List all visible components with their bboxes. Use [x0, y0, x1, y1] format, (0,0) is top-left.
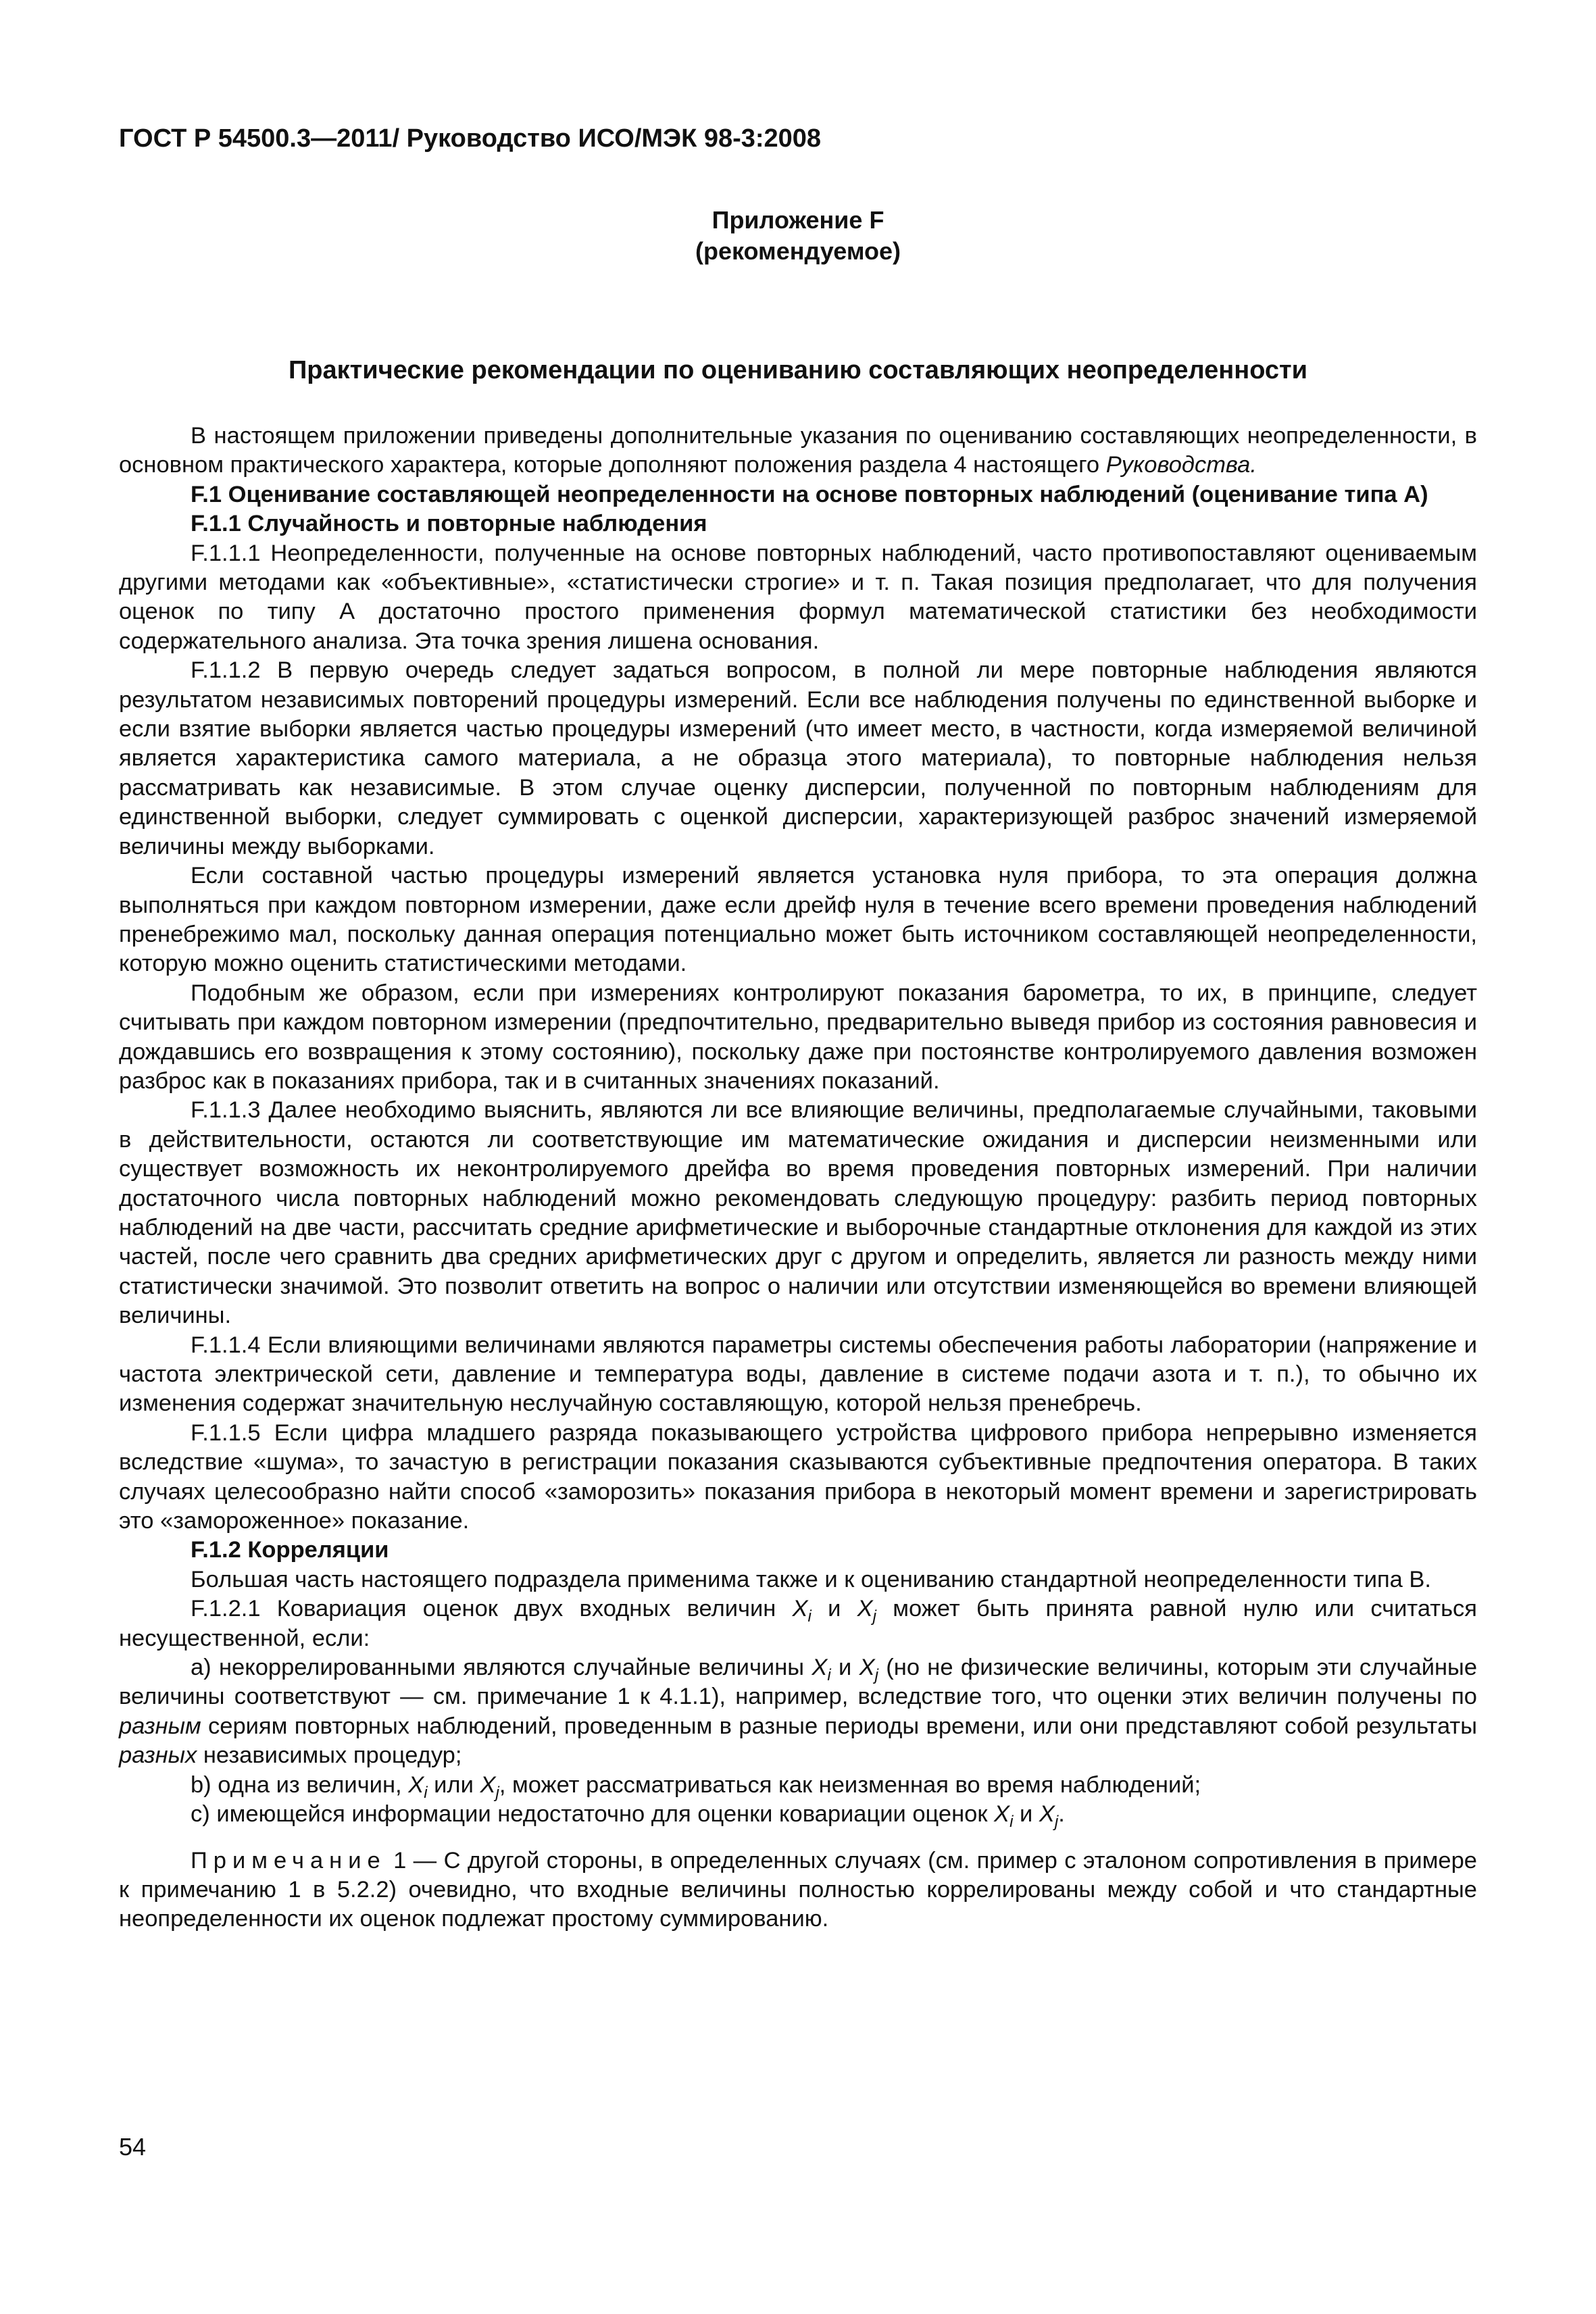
paragraph-f121: [119, 1594, 1477, 1653]
variable-xi: $X_i$: [812, 1655, 831, 1684]
item-c-text-1: с) имеющейся информации недостаточно для оценки ковариации оценок: [191, 1801, 995, 1828]
variable-xi: $X_i$: [792, 1596, 812, 1626]
item-b-text-2: или: [427, 1771, 480, 1798]
annex-main-title: Практические рекомендации по оцениванию составляющих неопределенности: [288, 356, 1308, 384]
paragraph-f115: F.1.1.5 Если цифра младшего разряда показывающего устройства цифрового прибора непрерывно изменяется вследствие «шума», то зачастую в регистрации показания сказываются субъективные предпочтения оператора. В таких случаях целесообразно найти способ «заморозить» показания прибора в некоторый момент времени и зарегистрировать это «замороженное» показание.: [119, 1419, 1477, 1534]
paragraph-f112-barometer: Подобным же образом, если при измерениях контролируют показания барометра, то их, в принципе, следует считывать при каждом повторном измерении (предпочтительно, предварительно выведя прибор из состояния равновесия и дождавшись его возвращения к этому состоянию), поскольку даже при постоянстве контролируемого давления возможен разброс как в показаниях прибора, так и в считанных значениях показаний.: [119, 980, 1477, 1094]
paragraph-f112-zero: Если составной частью процедуры измерений является установка нуля прибора, то эта операция должна выполняться при каждом повторном измерении, даже если дрейф нуля в течение всего времени проведения наблюдений пренебрежимо мал, поскольку данная операция потенциально может быть источником составляющей неопределенности, которую можно оценить статистическими методами.: [119, 863, 1477, 977]
list-item-a: [119, 1653, 1477, 1771]
note-1: [119, 1846, 1477, 1934]
document-header: ГОСТ Р 54500.3—2011/ Руководство ИСО/МЭК 98-3:2008: [119, 124, 822, 153]
paragraph-f112: F.1.1.2 В первую очередь следует задаться вопросом, в полной ли мере повторные наблюдения являются результатом независимых повторений процедуры измерений. Если все наблюдения получены по единственной выборке и если взятие выборки является частью процедуры измерений (что имеет место, в частности, когда измеряемой величиной является характеристика самого материала, а не образца этого материала), то повторные наблюдения нельзя рассматривать как независимые. В этом случае оценку дисперсии, полученной по повторным наблюдениям для единственной выборки, следует суммировать с оценкой дисперсии, характеризующей разброс значений измеряемой величины между выборками.: [119, 657, 1477, 859]
annex-status: (рекомендуемое): [695, 237, 901, 265]
item-a-text-3: (но не физические величины, которым эти случайные величины соответствуют — см. примечание 1 к 4.1.1), например, вследствие того, что оценки этих величин получены по: [119, 1655, 1478, 1710]
variable-xj: $X_j$: [480, 1771, 499, 1802]
section-f1-heading: F.1 Оценивание составляющей неопределенности на основе повторных наблюдений (оценивание типа А): [191, 481, 1428, 507]
variable-xi: $X_i$: [408, 1771, 428, 1802]
item-a-text-5: независимых процедур;: [197, 1742, 462, 1769]
note-text: 1 — С другой стороны, в определенных случаях (см. пример с эталоном сопротивления в примере к примечанию 1 в 5.2.2) очевидно, что входные величины полностью коррелированы между собой и что стандартные неопределенности их оценок подлежат простому суммированию.: [119, 1847, 1477, 1932]
intro-italic: Руководства.: [1105, 452, 1257, 478]
item-c-text-2: и: [1013, 1801, 1039, 1828]
variable-xj: $X_j$: [1039, 1801, 1059, 1831]
annex-title: Приложение F: [712, 206, 884, 234]
paragraph-f12-intro: Большая часть настоящего подраздела применима также и к оцениванию стандартной неопределенности типа В.: [191, 1566, 1432, 1592]
variable-xj: $X_j$: [859, 1655, 878, 1684]
paragraph-f113: F.1.1.3 Далее необходимо выяснить, являются ли все влияющие величины, предполагаемые случайными, таковыми в действительности, остаются ли соответствующие им математические ожидания и дисперсии неизменными или существует возможность их неконтролируемого дрейфа во время проведения повторных измерений. При наличии достаточного числа повторных наблюдений можно рекомендовать следующую процедуру: разбить период повторных наблюдений на две части, рассчитать средние арифметические и выборочные стандартные отклонения для каждой из этих частей, после чего сравнить два средних арифметических друг с другом и определить, является ли разность между ними статистически значимой. Это позволит ответить на вопрос о наличии или отсутствии изменяющейся во времени влияющей величины.: [119, 1097, 1477, 1329]
paragraph-f114: F.1.1.4 Если влияющими величинами являются параметры системы обеспечения работы лаборатории (напряжение и частота электрической сети, давление и температура воды, давление в системе подачи азота и т. п.), то обычно их изменения содержат значительную неслучайную составляющую, которой нельзя пренебречь.: [119, 1332, 1477, 1417]
list-item-c: [119, 1800, 1477, 1829]
intro-paragraph: [119, 422, 1477, 480]
item-a-text-1: а) некоррелированными являются случайные величины: [191, 1655, 812, 1681]
variable-xi: $X_i$: [994, 1801, 1014, 1831]
page-number: 54: [119, 2133, 147, 2161]
paragraph-f111: F.1.1.1 Неопределенности, полученные на основе повторных наблюдений, часто противопоставляют оцениваемым другими методами как «объективные», «статистически строгие» и т. п. Такая позиция предполагает, что для получения оценок по типу А достаточно простого применения формул математической статистики без необходимости содержательного анализа. Эта точка зрения лишена основания.: [119, 540, 1477, 654]
variable-xj: $X_j$: [857, 1596, 877, 1626]
f121-text-1: F.1.2.1 Ковариация оценок двух входных величин: [191, 1596, 793, 1622]
item-b-text-1: b) одна из величин,: [191, 1771, 409, 1798]
document-body: [119, 422, 1477, 1934]
item-a-italic-1: разным: [119, 1713, 201, 1739]
annex-heading: [119, 205, 1477, 267]
section-f12-heading: F.1.2 Корреляции: [191, 1537, 389, 1563]
item-a-text-4: сериям повторных наблюдений, проведенным в разные периоды времени, или они представляют собой результаты: [201, 1713, 1477, 1739]
f121-text-2: и: [811, 1596, 857, 1622]
item-c-text-3: .: [1058, 1801, 1065, 1828]
note-label: Примечание: [191, 1847, 386, 1873]
section-f11-heading: F.1.1 Случайность и повторные наблюдения: [191, 511, 707, 537]
item-b-text-3: , может рассматриваться как неизменная во время наблюдений;: [499, 1771, 1201, 1798]
f121-text-3: может быть принята равной нулю или считаться несущественной, если:: [119, 1596, 1477, 1651]
item-a-italic-2: разных: [119, 1742, 197, 1769]
intro-text: В настоящем приложении приведены дополнительные указания по оцениванию составляющих неопределенности, в основном практического характера, которые дополняют положения раздела 4 настоящего: [119, 423, 1477, 478]
list-item-b: [119, 1771, 1477, 1800]
item-a-text-2: и: [830, 1655, 859, 1681]
